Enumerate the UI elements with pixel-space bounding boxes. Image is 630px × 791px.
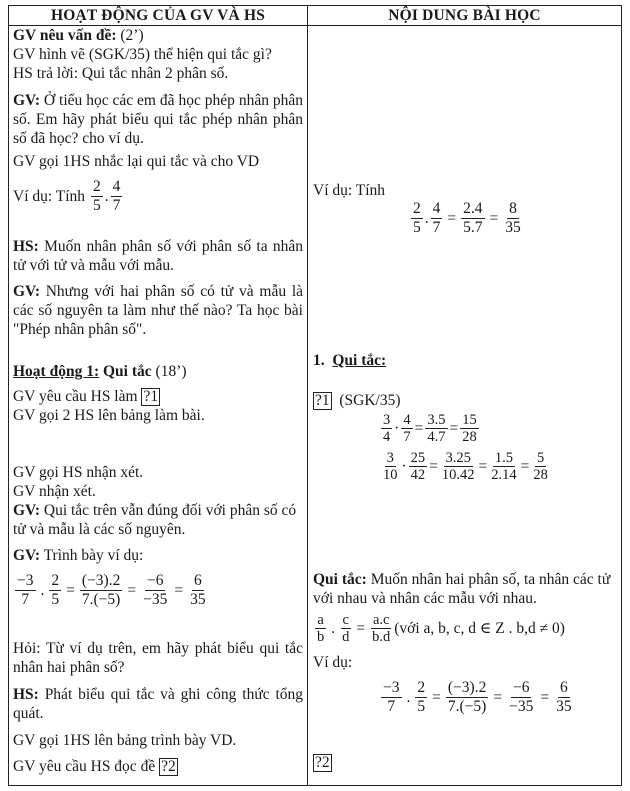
denominator: 4.7 [427,429,446,445]
fraction [409,450,428,483]
numerator: 2 [51,572,60,589]
fraction [411,200,423,237]
denominator: b.d [372,629,391,645]
formula-condition: (với a, b, c, d ∈ Z . b,d ≠ 0) [394,620,565,637]
gv-label: GV: [13,92,40,109]
fraction [401,412,412,445]
dot-operator: . [104,188,109,205]
question-paragraph: Hỏi: Từ ví dụ trên, em hãy phát biểu qui tắc nhân hai phân số? [13,640,303,676]
numerator: 2 [413,200,421,217]
fraction [440,450,477,483]
fraction [91,178,103,215]
text-line: GV gọi HS nhận xét. [13,464,144,481]
fraction [554,679,574,716]
fraction [111,178,123,215]
lesson-table [8,5,622,786]
activity-label: Hoạt động 1: [13,363,100,380]
equals-sign: = [520,458,530,475]
intro-time: (2’) [120,27,144,44]
header-teacher-student-activities: HOẠT ĐỘNG CỦA GV VÀ HS [50,7,266,24]
fraction [141,572,169,609]
equals-sign: = [414,420,424,437]
example-2-equation [379,678,576,716]
hs-label: HS: [13,686,39,703]
question-1-reference: (SGK/35) [339,392,401,409]
denominator: 5 [417,698,426,715]
denominator: 10 [383,467,398,483]
fraction [370,612,392,645]
gv-text: Qui tắc trên vẫn đúng đối với phân số có tử và mẫu là các số nguyên. [13,502,297,538]
numerator: 15 [462,412,477,428]
gv-text: Nhưng với hai phân số có tử và mẫu là các số nguyên ta làm như thế nào? Ta học bài "Phép nhân phân số". [13,283,304,338]
example-2-label: Ví dụ: [313,654,353,671]
numerator: 3.25 [445,450,471,466]
gv-paragraph-2 [13,282,303,339]
denominator: 7 [432,219,441,236]
text-line: GV hình vẽ (SGK/35) thể hiện qui tắc gì? [13,46,272,63]
text-line: GV nhận xét. [13,483,96,500]
gv-label: GV: [13,283,40,300]
gv-label: GV: [13,547,40,564]
gv-paragraph-1 [13,91,303,148]
numerator: 6 [193,572,202,589]
numerator: −6 [512,679,530,696]
fraction [531,450,550,483]
equals-sign: = [478,458,488,475]
denominator: 7 [112,197,121,214]
equals-sign: = [66,582,75,599]
denominator: b [317,629,325,645]
numerator: a [317,612,324,628]
equals-sign: = [489,210,499,227]
fraction [446,679,488,716]
dot-operator: · [394,420,400,437]
numerator: 4 [403,412,411,428]
equals-sign: = [127,582,137,599]
fraction [381,679,402,716]
numerator: 3 [386,450,394,466]
general-formula [313,610,615,645]
numerator: 1.5 [494,450,514,466]
intro-line [13,26,303,45]
text-line: GV gọi 2 HS lên bảng làm bài. [13,407,205,424]
question-2-box: ?2 [315,754,330,771]
rule-paragraph [313,570,615,608]
dot-operator: . [406,689,411,706]
denominator: 28 [533,467,548,483]
dot-operator: . [424,210,429,227]
denominator: 35 [190,591,206,608]
fraction [340,612,351,645]
denominator: 35 [505,219,521,236]
column-divider [307,6,308,785]
question-1-box: ?1 [315,392,330,409]
denominator: −35 [509,698,534,715]
example-label: Ví dụ: Tính [13,188,86,205]
denominator: 7 [387,698,396,715]
activity-1-heading [13,362,303,381]
activity-title: Qui tắc [103,363,152,380]
text-line [13,757,303,776]
gv-text: Ở tiểu học các em đã học phép nhân phân số. Em hãy phát biểu qui tắc phép nhân phân số đã học? cho ví dụ. [13,92,303,147]
section-title: Qui tắc: [332,352,387,369]
numerator: 4 [112,178,121,195]
denominator: 5 [413,219,421,236]
exercise-equation-2 [379,448,552,483]
text: GV yêu cầu HS đọc đề [13,758,156,775]
numerator: 6 [559,679,568,696]
question-1-box: ?1 [143,388,159,405]
text: GV yêu cầu HS làm [13,388,138,405]
question-2-box: ?2 [161,758,176,775]
fraction [188,572,208,609]
equals-sign: = [540,689,550,706]
denominator: 5 [51,591,60,608]
numerator: c [342,612,349,628]
equals-sign: = [356,620,366,637]
denominator: 7.(−5) [447,698,487,715]
example-equation [13,571,303,609]
numerator: 2 [92,178,101,195]
denominator: 28 [462,429,477,445]
intro-label: GV nêu vấn đề: [13,27,117,44]
fraction [80,572,122,609]
question-1-line [313,391,615,410]
fraction [489,450,518,483]
gv-text: Trình bày ví dụ: [43,547,144,564]
numerator: 3 [383,412,391,428]
numerator: −3 [383,679,400,696]
text-line: HS trả lời: Qui tắc nhân 2 phân số. [13,65,229,82]
denominator: d [342,629,350,645]
numerator: 4 [432,200,441,217]
rule-text: Muốn nhân hai phân số, ta nhân các tử với nhau và nhân các mẫu với nhau. [313,571,611,607]
equals-sign: = [174,582,184,599]
text-line: GV gọi 1HS nhắc lại qui tắc và cho VD [13,153,260,170]
denominator: 2.14 [491,467,517,483]
numerator: 25 [410,450,426,466]
gv-label: GV: [13,502,40,519]
hs-paragraph-2 [13,685,303,723]
numerator: 3.5 [427,412,446,428]
fraction [460,412,479,445]
equals-sign: = [429,458,438,475]
exercise-equation-1 [379,410,481,445]
hs-label: HS: [13,238,39,255]
dot-operator: . [331,620,336,637]
fraction [415,679,427,716]
fraction [381,412,392,445]
denominator: 7.(−5) [81,591,121,608]
text-line [13,387,303,406]
header-lesson-content: NỘI DUNG BÀI HỌC [388,7,541,24]
equals-sign: = [493,689,503,706]
fraction [507,679,535,716]
numerator: 2 [417,679,426,696]
fraction [15,572,36,609]
equals-sign: = [449,420,459,437]
fraction [461,200,484,237]
section-heading [313,351,615,370]
fraction [381,450,400,483]
numerator: (−3).2 [81,572,121,589]
example-label: Ví dụ: Tính [313,182,386,199]
fraction [49,572,61,609]
hs-text: Phát biểu qui tắc và ghi công thức tổng quát. [13,686,303,722]
denominator: 7 [21,591,30,608]
equals-sign: = [432,689,441,706]
denominator: 4 [383,429,391,445]
denominator: 35 [556,698,572,715]
text-line: GV gọi 1HS lên bảng trình bày VD. [13,732,237,749]
denominator: 42 [410,467,426,483]
fraction [431,200,443,237]
fraction [503,200,523,237]
section-number: 1. [313,352,325,369]
gv-paragraph-4 [13,546,303,565]
example-line [13,178,303,215]
dot-operator: · [401,458,407,475]
activity-time: (18’) [155,363,187,380]
gv-paragraph-3 [13,501,303,539]
fraction [315,612,326,645]
hs-text: Muốn nhân phân số với phân số ta nhân tử với tử và mẫu với mẫu. [13,238,303,274]
numerator: −3 [17,572,34,589]
denominator: 5 [92,197,101,214]
denominator: −35 [143,591,168,608]
denominator: 5.7 [463,219,483,236]
hs-paragraph-1 [13,237,303,275]
numerator: a.c [372,612,390,628]
numerator: (−3).2 [447,679,487,696]
numerator: 2.4 [463,200,483,217]
numerator: 8 [509,200,517,217]
example-equation [409,199,525,237]
fraction [425,412,447,445]
denominator: 10.42 [441,467,475,483]
numerator: 5 [537,450,545,466]
denominator: 7 [403,429,411,445]
equals-sign: = [447,210,457,227]
dot-operator: . [40,582,45,599]
numerator: −6 [146,572,164,589]
rule-label: Qui tắc: [313,571,367,588]
question-2-line [313,753,615,772]
